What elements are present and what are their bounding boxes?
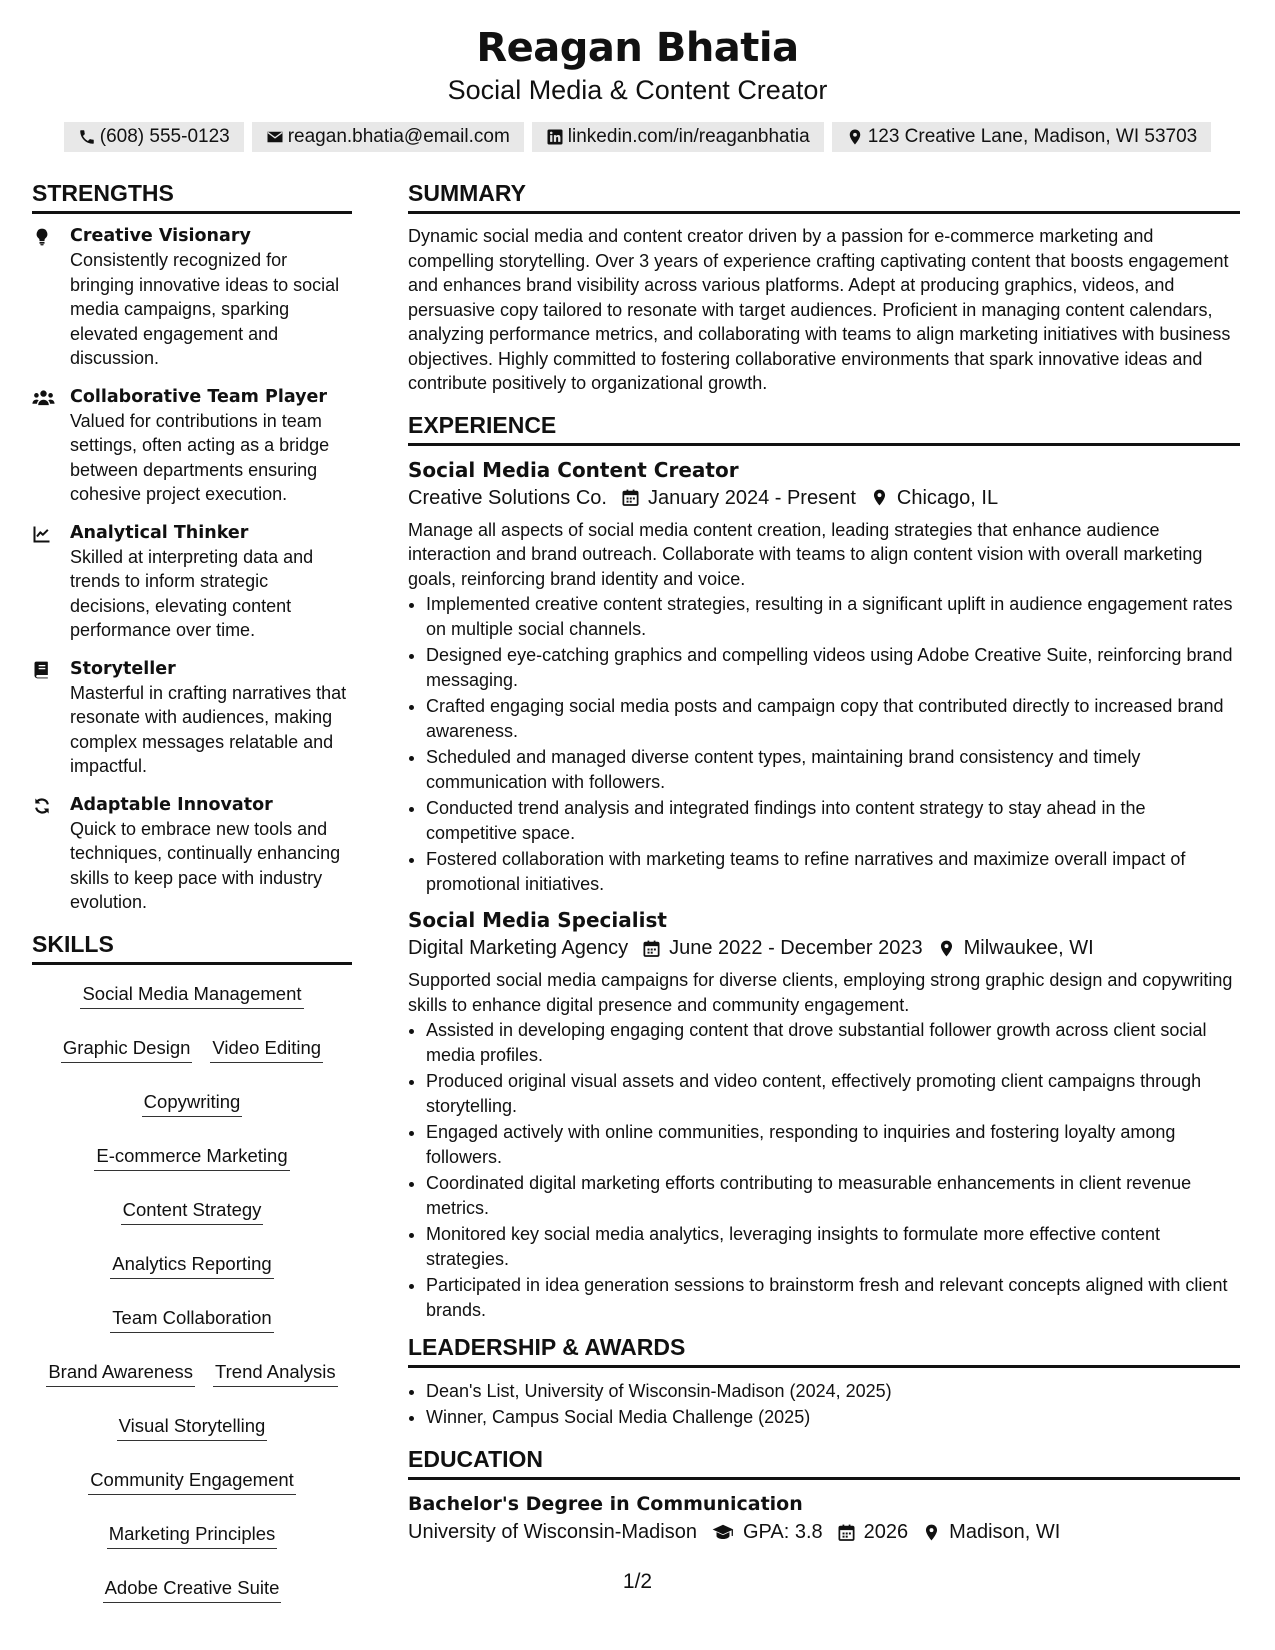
degree-title: Bachelor's Degree in Communication [408,1493,803,1515]
company-name: Creative Solutions Co. [408,486,607,509]
job-bullet: • Crafted engaging social media posts and campaign copy that contributed directly to increased brand awareness. [426,694,1240,743]
strength-desc: Quick to embrace new tools and techniques, continually enhancing skills to keep pace with industry evolution. [70,818,341,912]
strength-title: Storyteller [70,658,176,679]
job-bullet: • Implemented creative content strategies, resulting in a significant uplift in audience engagement rates on multiple social channels. [426,592,1240,641]
strengths-heading: STRENGTHS [32,178,352,214]
school-location: Madison, WI [949,1521,1061,1543]
job-title: Social Media Content Creator [408,457,739,482]
calendar-icon [642,939,661,958]
resume-header [0,0,1275,152]
map-marker-icon [922,1523,941,1542]
job-location: Milwaukee, WI [963,937,1094,959]
envelope-icon [266,128,284,146]
job-bullet: • Produced original visual assets and video content, effectively promoting client campaigns through storytelling. [426,1069,1240,1118]
users-icon [32,388,55,408]
school-name: University of Wisconsin-Madison [408,1521,697,1543]
job-bullets [408,1018,1240,1322]
calendar-icon [621,488,640,507]
awards-heading: LEADERSHIP & AWARDS [408,1332,1240,1368]
job-bullets [408,592,1240,896]
right-column [408,178,1240,1552]
skill-tag: Video Editing [210,1035,323,1063]
contact-linkedin[interactable] [532,122,824,152]
skill-tag: Trend Analysis [213,1359,338,1387]
strength-desc: Skilled at interpreting data and trends to inform strategic decisions, elevating content performance over time. [70,546,314,640]
job-bullet: • Designed eye-catching graphics and compelling videos using Adobe Creative Suite, reinforcing brand messaging. [426,643,1240,692]
sync-icon [32,796,52,816]
strength-desc: Masterful in crafting narratives that resonate with audiences, making complex messages relatable and impactful. [70,682,347,776]
strength-item [32,385,352,507]
awards-list [408,1378,1240,1430]
job-meta [408,934,1240,962]
strength-title: Creative Visionary [70,226,251,246]
skill-tag: Graphic Design [61,1035,193,1063]
skill-tag: Brand Awareness [46,1359,195,1387]
summary-text: Dynamic social media and content creator driven by a passion for e-commerce marketing and compelling storytelling. Over 3 years of experience crafting captivating content that boosts engagement and enhances brand visibility across various platforms. Adept at producing graphics, videos, and persuasive copy tailored to resonate with target audiences. Proficient in managing content calendars, analyzing performance metrics, and collaborating with teams to align marketing initiatives with business objectives. Highly committed to fostering collaborative environments that spark innovative ideas and contribute positively to organizational growth. [408,226,1231,393]
job-bullet: • Scheduled and managed diverse content types, maintaining brand consistency and timely communication with followers. [426,745,1240,794]
left-column [32,178,352,1603]
strength-item [32,521,352,643]
graduation-cap-icon [711,1523,735,1542]
job-bullet: • Participated in idea generation sessions to brainstorm fresh and relevant concepts aligned with client brands. [426,1273,1240,1322]
job-bullet: • Assisted in developing engaging content that drove substantial follower growth across client social media profiles. [426,1018,1240,1067]
strength-item [32,224,352,371]
strength-desc: Consistently recognized for bringing innovative ideas to social media campaigns, sparking elevated engagement and discussion. [70,250,340,368]
education-meta [408,1518,1240,1546]
map-marker-icon [846,128,864,146]
linkedin-icon [546,128,564,146]
candidate-name: Reagan Bhatia [476,25,799,71]
contact-email[interactable] [252,122,524,152]
strength-item [32,657,352,779]
strength-item [32,793,352,915]
award-item: • Dean's List, University of Wisconsin-Madison (2024, 2025) [426,1378,1240,1404]
contact-bar [0,122,1275,152]
skill-tag: Social Media Management [80,981,303,1009]
lightbulb-icon [32,227,52,247]
job-meta [408,484,1240,512]
calendar-icon [837,1523,856,1542]
phone-text: (608) 555-0123 [99,126,230,147]
skill-tag: Visual Storytelling [117,1413,268,1441]
job-description: Supported social media campaigns for diverse clients, employing strong graphic design and copywriting skills to enhance digital presence and community engagement. [408,970,1233,1015]
job-dates: January 2024 - Present [647,486,856,509]
experience-heading: EXPERIENCE [408,410,1240,446]
job-entry [408,906,1240,1322]
map-marker-icon [937,939,956,958]
job-location: Chicago, IL [896,486,999,509]
strength-title: Analytical Thinker [70,522,249,543]
job-bullet: • Coordinated digital marketing efforts contributing to measurable enhancements in client revenue metrics. [426,1171,1240,1220]
skill-tag: Analytics Reporting [110,1251,273,1279]
job-bullet: • Conducted trend analysis and integrated findings into content strategy to stay ahead in the competitive space. [426,796,1240,845]
skill-tag: Community Engagement [88,1467,296,1495]
job-description: Manage all aspects of social media content creation, leading strategies that enhance audience interaction and brand outreach. Collaborate with teams to align content vision with overall marketing goals, reinforcing brand identity and voice. [408,519,1203,589]
strength-desc: Valued for contributions in team settings, often acting as a bridge between departments ensuring cohesive project execution. [70,410,330,504]
candidate-headline: Social Media & Content Creator [447,75,828,105]
page-number: 1/2 [622,1570,653,1593]
summary-heading: SUMMARY [408,178,1240,214]
address-text: 123 Creative Lane, Madison, WI 53703 [867,126,1198,147]
job-dates: June 2022 - December 2023 [669,937,923,959]
book-icon [32,660,52,680]
skill-tag: Adobe Creative Suite [103,1575,282,1603]
skill-tag: Team Collaboration [110,1305,273,1333]
contact-phone[interactable] [64,122,244,152]
email-text: reagan.bhatia@email.com [287,126,510,147]
skill-tag: Copywriting [142,1089,243,1117]
job-bullet: • Engaged actively with online communities, responding to inquiries and fostering loyalty among followers. [426,1120,1240,1169]
strength-title: Adaptable Innovator [70,794,273,815]
graduation-year: 2026 [863,1521,909,1543]
job-bullet: • Fostered collaboration with marketing teams to refine narratives and maximize overall impact of promotional initiatives. [426,847,1240,896]
company-name: Digital Marketing Agency [408,937,629,959]
job-bullet: • Monitored key social media analytics, leveraging insights to formulate more effective content strategies. [426,1222,1240,1271]
award-item: • Winner, Campus Social Media Challenge (2025) [426,1404,1240,1430]
gpa-text: GPA: 3.8 [742,1521,823,1543]
skills-list [32,975,352,1603]
skill-tag: Content Strategy [121,1197,264,1225]
job-title: Social Media Specialist [408,908,667,932]
contact-address [832,122,1212,152]
job-entry [408,456,1240,897]
skills-heading: SKILLS [32,929,352,965]
map-marker-icon [870,488,889,507]
phone-icon [78,128,96,146]
skill-tag: E-commerce Marketing [94,1143,289,1171]
strength-title: Collaborative Team Player [70,386,328,407]
linkedin-text: linkedin.com/in/reaganbhatia [567,126,810,147]
chart-line-icon [32,524,52,544]
education-heading: EDUCATION [408,1444,1240,1480]
skill-tag: Marketing Principles [107,1521,278,1549]
